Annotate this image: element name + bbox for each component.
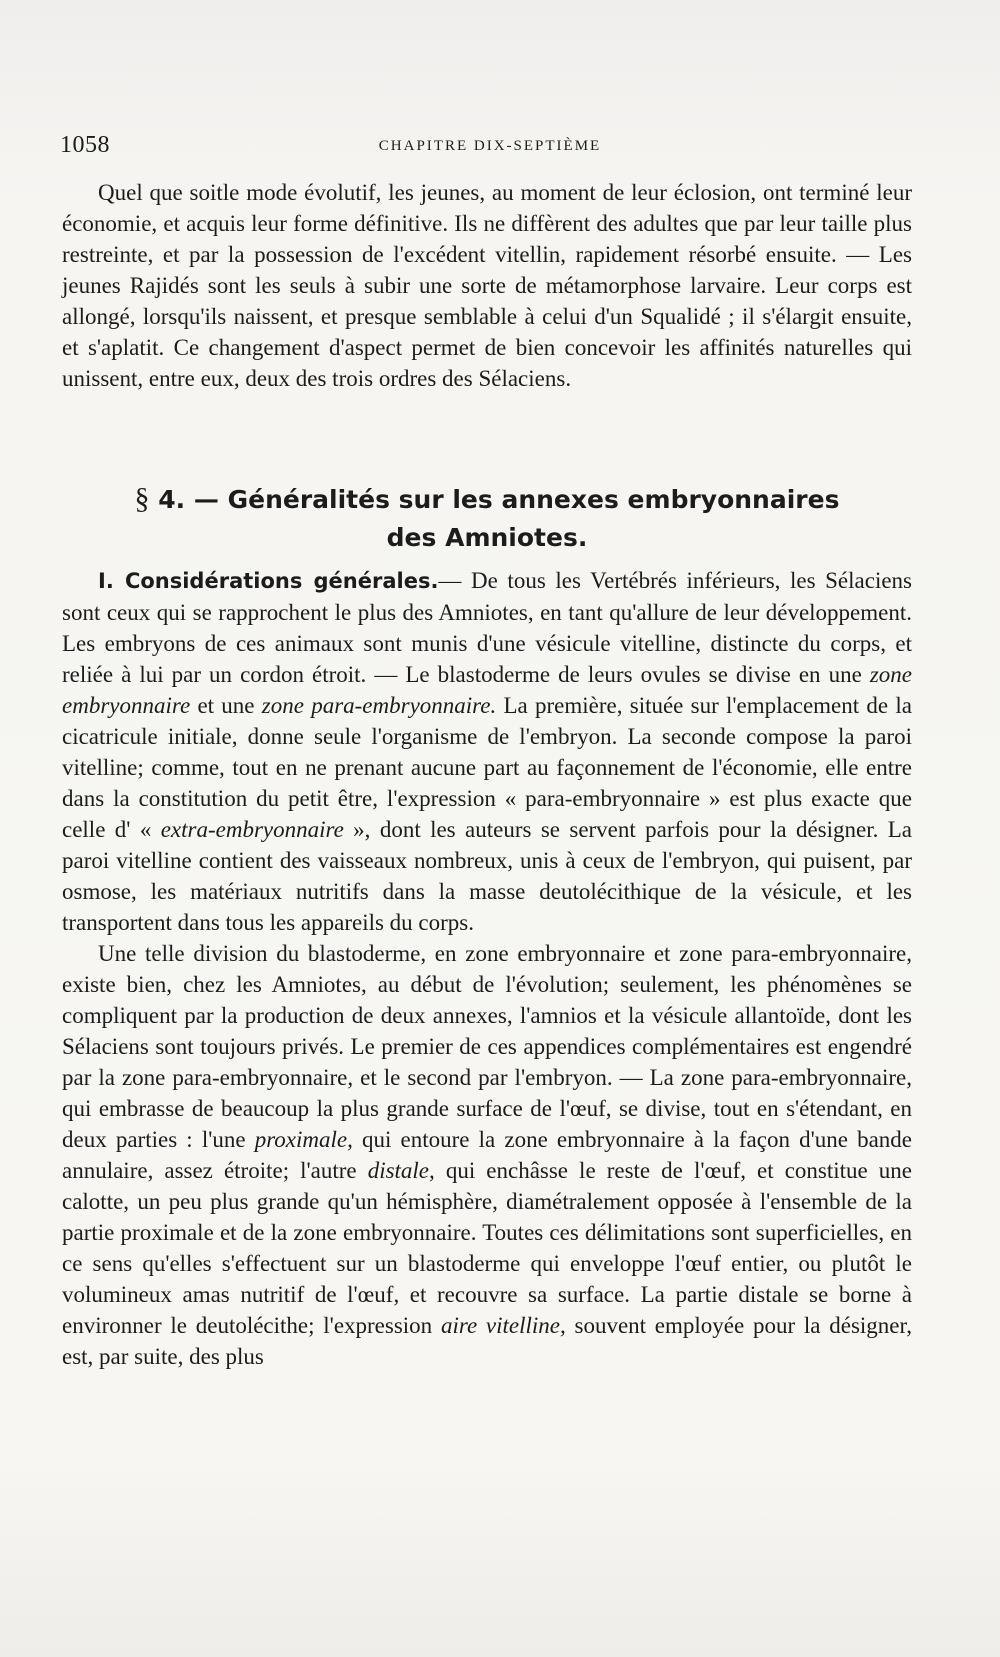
- p1-italic-3: extra-embryonnaire: [160, 817, 344, 842]
- p1-italic-1: zone embryonnaire: [62, 662, 912, 718]
- p1-text-c: La première, située sur l'emplacement de la cicatricule initiale, donne seule l'organisme de l'embryon. La seconde compose la paroi vitelline; comme, tout en ne prenant aucune part au façonnement de l'économie, elle entre dans la constitution du petit être, l'expression « para-embryonnaire » est plus exacte que celle d' «: [62, 693, 912, 842]
- section-number: 4.: [158, 485, 186, 514]
- page-number: 1058: [60, 132, 110, 158]
- section-title: [62, 480, 912, 557]
- p1-italic-2: zone para-embryonnaire.: [261, 693, 497, 718]
- p2-italic-2: distale,: [367, 1158, 435, 1183]
- p2-italic-3: aire vitelline,: [440, 1313, 566, 1338]
- subsection-body: [62, 565, 912, 1372]
- intro-text: [62, 177, 912, 394]
- p1-text-d: », dont les auteurs se servent parfois pour la désigner. La paroi vitelline contient des vaisseaux nombreux, unis à ceux de l'embryon, qui puisent, par osmose, les matériaux nutritifs dans la masse deutolécithique de la vésicule, et les transportent dans tous les appareils du corps.: [62, 817, 912, 935]
- p2-text-c: qui enchâsse le reste de l'œuf, et constitue une calotte, un peu plus grande qu'un hémisphère, diamétralement opposée à l'ensemble de la partie proximale et de la zone embryonnaire. Toutes ces délimitations sont superficielles, en ce sens qu'elles s'effectuent sur un blastoderme qui enveloppe l'œuf entier, ou plutôt le volumineux amas nutritif de l'œuf, et recouvre sa surface. La partie distale se borne à environner le deutolécithe; l'expression: [62, 1158, 912, 1338]
- section-title-text-1: Généralités sur les annexes embryonnaires: [227, 485, 840, 514]
- subsection-paragraph-2: [62, 938, 912, 1372]
- subsection-paragraph-1: [62, 565, 912, 938]
- page-header: [60, 132, 920, 162]
- section-title-line-2: des Amniotes.: [386, 523, 588, 552]
- intro-paragraph: Quel que soitle mode évolutif, les jeunes, au moment de leur éclosion, ont terminé leur économie, et acquis leur forme définitive. Ils ne diffèrent des adultes que par leur taille plus restreinte, et par la possession de l'excédent vitellin, rapidement résorbé ensuite. — Les jeunes Rajidés sont les seuls à subir une sorte de métamorphose larvaire. Leur corps est allongé, lorsqu'ils naissent, et presque semblable à celui d'un Squalidé ; il s'élargit ensuite, et s'aplatit. Ce changement d'aspect permet de bien concevoir les affinités naturelles qui unissent, entre eux, deux des trois ordres des Sélaciens.: [62, 180, 912, 391]
- section-title-line-1: [62, 480, 912, 519]
- section-symbol: §: [134, 482, 150, 515]
- p2-text-d: souvent employée pour la désigner, est, par suite, des plus: [62, 1313, 912, 1369]
- p2-text-b: qui entoure la zone embryonnaire à la façon d'une bande annulaire, assez étroite; l'autre: [62, 1127, 912, 1183]
- p1-text-b: et une: [190, 693, 262, 718]
- p2-text-a: Une telle division du blastoderme, en zone embryonnaire et zone para-embryonnaire, existe bien, chez les Amniotes, au début de l'évolution; seulement, les phénomènes se compliquent par la production de deux annexes, l'amnios et la vésicule allantoïde, dont les Sélaciens sont toujours privés. Le premier de ces appendices complémentaires est engendré par la zone para-embryonnaire, et le second par l'embryon. — La zone para-embryonnaire, qui embrasse de beaucoup la plus grande surface de l'œuf, se divise, tout en s'étendant, en deux parties : l'une: [62, 941, 912, 1152]
- p1-text-a: — De tous les Vertébrés inférieurs, les Sélaciens sont ceux qui se rapprochent le plus des Amniotes, en tant qu'allure de leur développement. Les embryons de ces animaux sont munis d'une vésicule vitelline, distincte du corps, et reliée à lui par un cordon étroit. — Le blastoderme de leurs ovules se divise en une: [62, 568, 912, 687]
- p2-italic-1: proximale,: [254, 1127, 353, 1152]
- section-dash: —: [193, 485, 219, 514]
- running-head: CHAPITRE DIX-SEPTIÈME: [378, 138, 602, 154]
- subsection-heading: I. Considérations générales.: [98, 569, 439, 593]
